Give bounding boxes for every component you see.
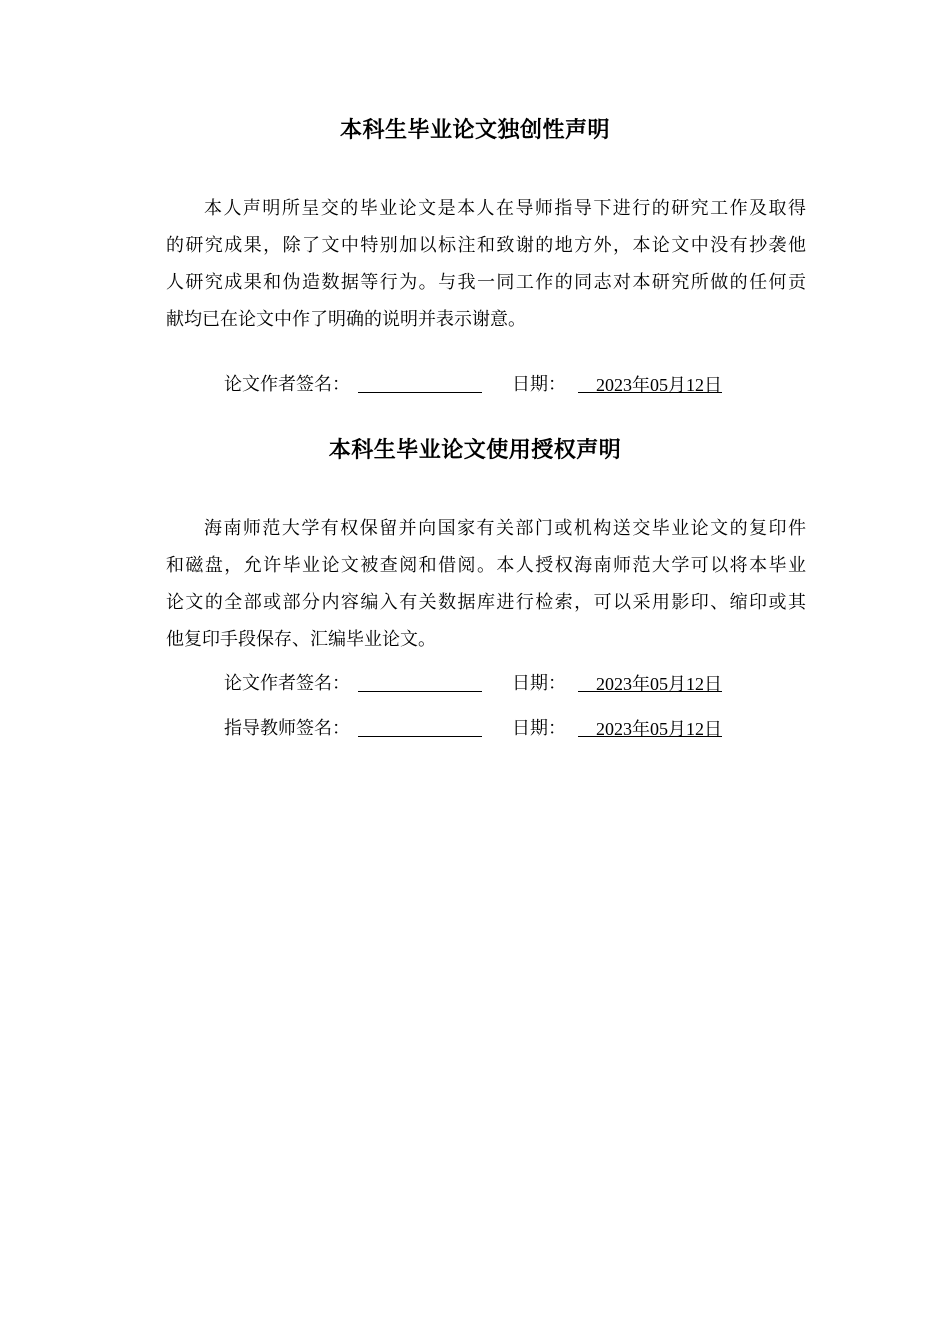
author-signature-label: 论文作者签名： (224, 673, 350, 694)
paragraph-line: 和磁盘，允许毕业论文被查阅和借阅。本人授权海南师范大学可以将本毕业 (166, 555, 806, 576)
paragraph-line: 本人声明所呈交的毕业论文是本人在导师指导下进行的研究工作及取得 (204, 198, 806, 219)
authorization-paragraph (166, 510, 806, 658)
advisor-signature-label: 指导教师签名： (224, 718, 350, 739)
paragraph-line: 的研究成果，除了文中特别加以标注和致谢的地方外，本论文中没有抄袭他 (166, 235, 806, 256)
paragraph-line: 献均已在论文中作了明确的说明并表示谢意。 (166, 309, 526, 330)
authorization-title: 本科生毕业论文使用授权声明 (328, 438, 622, 463)
originality-signature-row (224, 370, 722, 400)
date-value: 2023年05月12日 (578, 719, 722, 739)
date-label: 日期： (512, 718, 566, 739)
author-signature-blank[interactable] (358, 370, 482, 393)
paragraph-line: 海南师范大学有权保留并向国家有关部门或机构送交毕业论文的复印件 (204, 518, 806, 539)
authorization-author-signature-row (224, 669, 722, 699)
originality-paragraph (166, 190, 806, 338)
authorization-advisor-signature-row (224, 714, 722, 744)
paragraph-line: 论文的全部或部分内容编入有关数据库进行检索，可以采用影印、缩印或其 (166, 592, 806, 613)
author-signature-blank[interactable] (358, 669, 482, 692)
date-label: 日期： (512, 374, 566, 395)
author-signature-label: 论文作者签名： (224, 374, 350, 395)
paragraph-line: 人研究成果和伪造数据等行为。与我一同工作的同志对本研究所做的任何贡 (166, 272, 806, 293)
paragraph-line: 他复印手段保存、汇编毕业论文。 (166, 629, 436, 650)
advisor-signature-blank[interactable] (358, 714, 482, 737)
date-label: 日期： (512, 673, 566, 694)
date-value: 2023年05月12日 (578, 674, 722, 694)
originality-title: 本科生毕业论文独创性声明 (339, 118, 610, 143)
date-value: 2023年05月12日 (578, 375, 722, 395)
